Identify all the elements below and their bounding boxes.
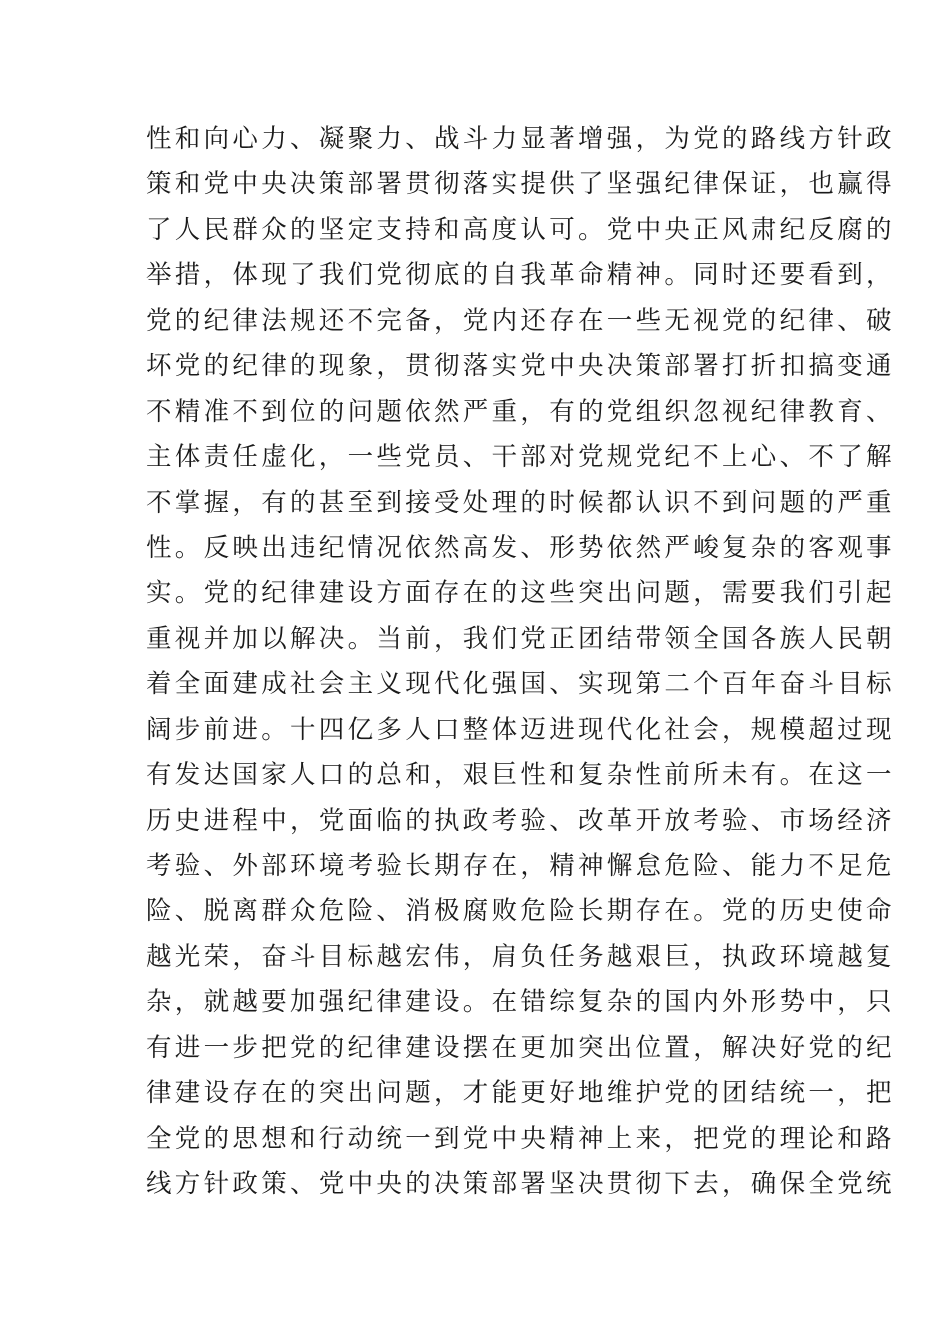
text-line-11: 实。党的纪律建设方面存在的这些突出问题，需要我们引起 <box>146 578 895 609</box>
text-line-6: 坏党的纪律的现象，贯彻落实党中央决策部署打折扣搞变通 <box>146 351 895 382</box>
text-line-13: 着全面建成社会主义现代化强国、实现第二个百年奋斗目标 <box>146 669 895 700</box>
text-line-21: 有进一步把党的纪律建设摆在更加突出位置，解决好党的纪 <box>146 1032 895 1063</box>
body-paragraph <box>146 117 895 1208</box>
text-line-4: 举措，体现了我们党彻底的自我革命精神。同时还要看到， <box>146 260 895 291</box>
text-line-16: 历史进程中，党面临的执政考验、改革开放考验、市场经济 <box>146 805 895 836</box>
text-line-7: 不精准不到位的问题依然严重，有的党组织忽视纪律教育、 <box>146 396 895 427</box>
text-line-24: 线方针政策、党中央的决策部署坚决贯彻下去，确保全党统 <box>146 1169 895 1200</box>
text-line-23: 全党的思想和行动统一到党中央精神上来，把党的理论和路 <box>146 1123 895 1154</box>
text-line-9: 不掌握，有的甚至到接受处理的时候都认识不到问题的严重 <box>146 487 895 518</box>
text-line-12: 重视并加以解决。当前，我们党正团结带领全国各族人民朝 <box>146 623 895 654</box>
text-line-20: 杂，就越要加强纪律建设。在错综复杂的国内外形势中，只 <box>146 987 895 1018</box>
text-line-5: 党的纪律法规还不完备，党内还存在一些无视党的纪律、破 <box>146 305 895 336</box>
text-line-22: 律建设存在的突出问题，才能更好地维护党的团结统一，把 <box>146 1078 895 1109</box>
text-line-17: 考验、外部环境考验长期存在，精神懈怠危险、能力不足危 <box>146 851 895 881</box>
text-line-1: 性和向心力、凝聚力、战斗力显著增强，为党的路线方针政 <box>146 124 895 154</box>
text-line-19: 越光荣，奋斗目标越宏伟，肩负任务越艰巨，执政环境越复 <box>146 941 895 972</box>
text-line-18: 险、脱离群众危险、消极腐败危险长期存在。党的历史使命 <box>146 896 895 927</box>
text-line-3: 了人民群众的坚定支持和高度认可。党中央正风肃纪反腐的 <box>146 214 895 245</box>
text-line-2: 策和党中央决策部署贯彻落实提供了坚强纪律保证，也赢得 <box>146 169 895 200</box>
text-line-14: 阔步前进。十四亿多人口整体迈进现代化社会，规模超过现 <box>146 714 895 745</box>
text-line-8: 主体责任虚化，一些党员、干部对党规党纪不上心、不了解 <box>146 442 895 473</box>
text-line-15: 有发达国家人口的总和，艰巨性和复杂性前所未有。在这一 <box>146 760 895 791</box>
text-line-10: 性。反映出违纪情况依然高发、形势依然严峻复杂的客观事 <box>146 532 895 563</box>
